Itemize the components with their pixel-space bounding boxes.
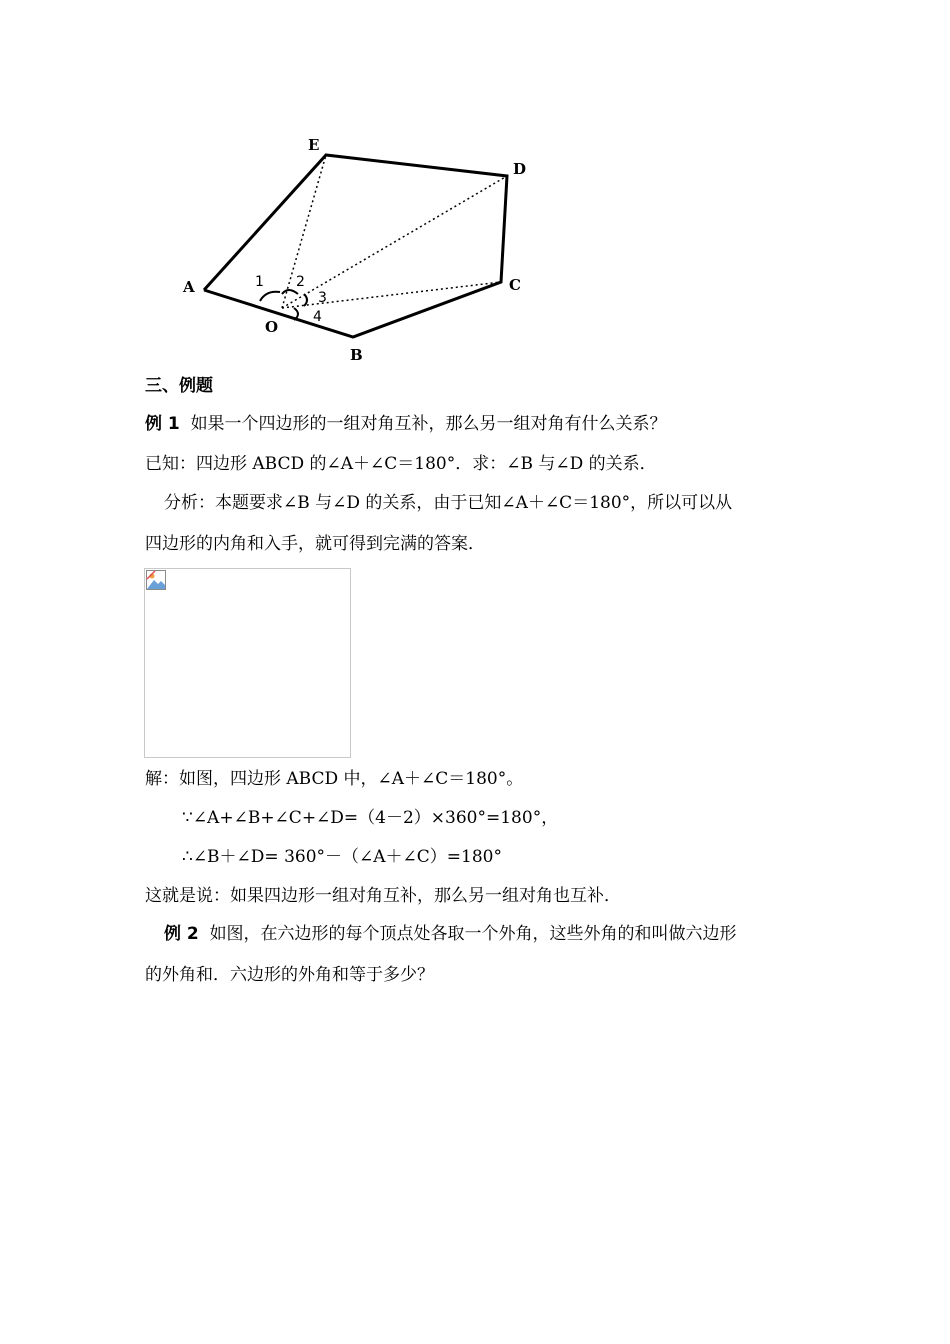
example-1-solution-line-2: ∵∠A+∠B+∠C+∠D=（4－2）×360°=180°， — [182, 808, 559, 828]
vertex-label-A: A — [183, 278, 195, 296]
example-1-question-text: 如果一个四边形的一组对角互补，那么另一组对角有什么关系？ — [190, 414, 667, 434]
example-1-question — [145, 412, 667, 436]
angle-label-2: 2 — [296, 274, 305, 290]
angle-arc-1 — [260, 292, 280, 301]
example-1-solution-line-3: ∴∠B＋∠D= 360°－（∠A＋∠C）=180° — [182, 847, 502, 867]
vertex-label-O: O — [265, 318, 279, 336]
pentagon-figure — [176, 128, 536, 368]
example-1-given: 已知：四边形 ABCD 的∠A＋∠C＝180°．求：∠B 与∠D 的关系． — [145, 454, 657, 474]
example-2-label: 例 2 — [164, 924, 199, 944]
example-2-line-2: 的外角和．六边形的外角和等于多少？ — [145, 965, 434, 985]
angle-label-1: 1 — [255, 274, 264, 290]
angle-label-4: 4 — [313, 309, 322, 325]
example-2-line-1 — [164, 922, 737, 946]
example-2-text-1: 如图，在六边形的每个顶点处各取一个外角，这些外角的和叫做六边形 — [209, 924, 737, 944]
example-1-analysis-line-1: 分析：本题要求∠B 与∠D 的关系，由于已知∠A＋∠C＝180°，所以可以从 — [164, 493, 733, 513]
pentagon-outline — [204, 155, 507, 337]
vertex-label-E: E — [308, 136, 320, 154]
image-placeholder — [144, 568, 351, 758]
dotted-line-OD — [282, 176, 507, 308]
example-1-label: 例 1 — [145, 414, 180, 434]
example-1-analysis-line-2: 四边形的内角和入手，就可得到完满的答案． — [145, 534, 485, 554]
example-1-solution-line-1: 解：如图，四边形 ABCD 中，∠A＋∠C＝180°。 — [145, 769, 524, 789]
section-title: 三、例题 — [145, 376, 213, 396]
angle-arc-3 — [304, 294, 307, 306]
angle-label-3: 3 — [318, 290, 327, 306]
example-1-conclusion: 这就是说：如果四边形一组对角互补，那么另一组对角也互补． — [145, 886, 621, 906]
broken-image-icon — [146, 570, 166, 590]
vertex-label-B: B — [350, 346, 363, 364]
vertex-label-D: D — [513, 160, 527, 178]
angle-arc-2 — [282, 290, 298, 294]
vertex-label-C: C — [509, 276, 521, 294]
